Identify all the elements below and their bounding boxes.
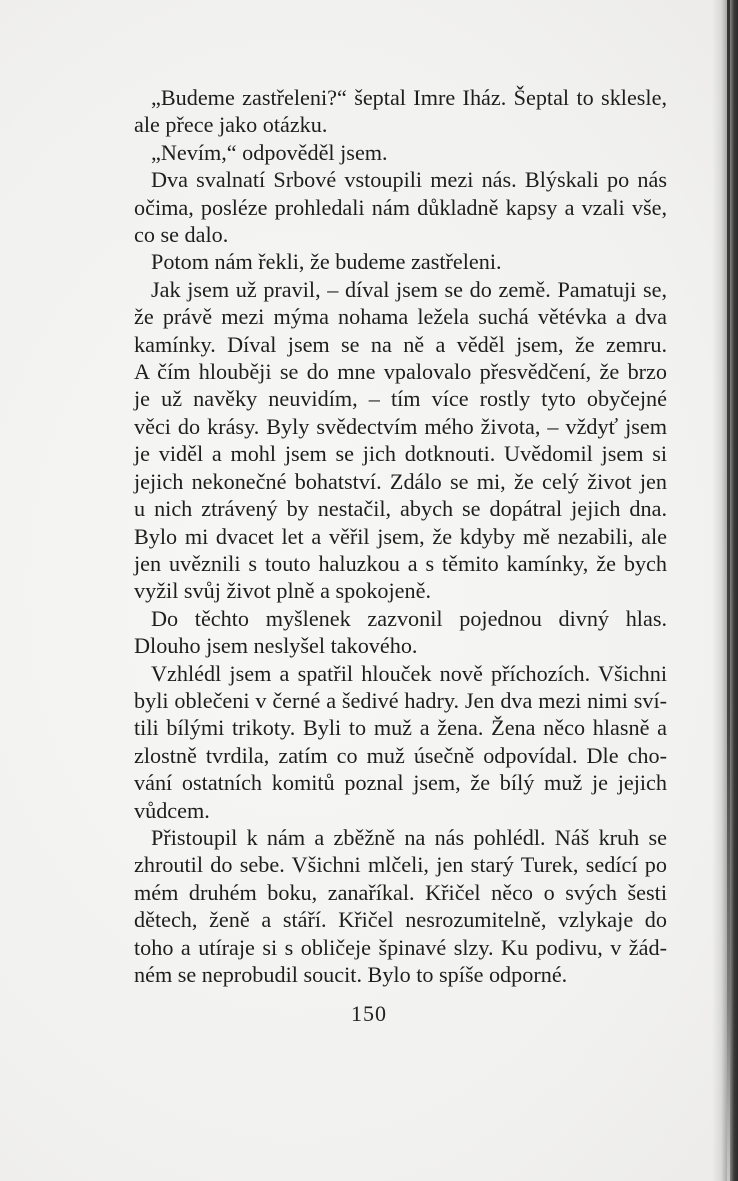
text-line: že právě mezi mýma nohama ležela suchá větévka a dva bbox=[134, 304, 667, 330]
text-line: Dlouho jsem neslyšel takového. bbox=[134, 633, 418, 659]
text-line: dětech, ženě a stáří. Křičel nesrozumitelně, vzlykaje do bbox=[134, 907, 667, 933]
text-line: ném se neprobudil soucit. Bylo to spíše odporné. bbox=[134, 962, 568, 987]
text-line: „Budeme zastřeleni?“ šeptal Imre Iház. Šeptal to sklesle, bbox=[151, 85, 667, 110]
text-line: jen uvěznili s touto haluzkou a s těmito kamínky, že bych bbox=[134, 550, 667, 576]
text-line: vání ostatních komitů poznal jsem, že bílý muž je jejich bbox=[134, 770, 667, 796]
paragraph bbox=[117, 84, 667, 139]
text-line: Jak jsem už pravil, – díval jsem se do země. Pamatuji se, bbox=[151, 276, 667, 302]
page-number: 150 bbox=[351, 1001, 387, 1026]
text-line: Bylo mi dvacet let a věřil jsem, že kdyby mě nezabili, ale bbox=[134, 523, 667, 549]
book-spine-edge bbox=[727, 0, 730, 1181]
text-line: jejich nekonečné bohatství. Zdálo se mi, že celý život jen bbox=[134, 468, 667, 494]
text-line: „Nevím,“ odpověděl jsem. bbox=[151, 139, 388, 165]
text-line: je viděl a mohl jsem se jich dotknouti. Uvědomil jsem si bbox=[134, 441, 667, 467]
text-line: tili bílými trikoty. Byli to muž a žena. Žena něco hlasně a bbox=[134, 715, 667, 741]
paragraph bbox=[117, 660, 667, 824]
text-line: vůdcem. bbox=[134, 797, 210, 823]
text-line: vyžil svůj život plně a spokojeně. bbox=[134, 578, 432, 604]
text-line: očima, posléze prohledali nám důkladně kapsy a vzali vše, bbox=[134, 194, 667, 220]
text-line: mém druhém boku, zanaříkal. Křičel něco o svých šesti bbox=[134, 879, 667, 905]
text-line: toho a utíraje si s obličeje špinavé slzy. Ku podivu, v žád- bbox=[134, 934, 667, 960]
page-body-text bbox=[117, 84, 667, 988]
text-line: co se dalo. bbox=[134, 222, 229, 248]
text-line: A čím hlouběji se do mne vpalovalo přesvědčení, že brzo bbox=[134, 359, 667, 385]
text-line: Vzhlédl jsem a spatřil hlouček nově příchozích. Všichni bbox=[151, 660, 667, 686]
text-line: zhroutil do sebe. Všichni mlčeli, jen starý Turek, sedící po bbox=[134, 852, 667, 878]
text-line: je už navěky neuvidím, – tím více rostly tyto obyčejné bbox=[134, 386, 667, 412]
paragraph bbox=[117, 248, 667, 275]
paragraph bbox=[117, 166, 667, 248]
paragraph bbox=[117, 276, 667, 605]
text-line: Potom nám řekli, že budeme zastřeleni. bbox=[151, 249, 502, 275]
text-line: byli oblečeni v černé a šedivé hadry. Jen dva mezi nimi sví- bbox=[134, 687, 667, 713]
text-line: zlostně tvrdila, zatím co muž úsečně odpovídal. Dle cho- bbox=[134, 742, 667, 768]
text-line: Do těchto myšlenek zazvonil pojednou divný hlas. bbox=[151, 605, 667, 631]
paragraph bbox=[117, 605, 667, 660]
text-line: Přistoupil k nám a zběžně na nás pohlédl. Náš kruh se bbox=[151, 824, 667, 850]
text-line: ale přece jako otázku. bbox=[134, 112, 328, 138]
text-line: Dva svalnatí Srbové vstoupili mezi nás. Blýskali po nás bbox=[151, 167, 667, 193]
text-line: věci do krásy. Byly svědectvím mého života, – vždyť jsem bbox=[134, 413, 667, 439]
text-line: kamínky. Díval jsem se na ně a věděl jsem, že zemru. bbox=[134, 331, 667, 357]
book-binding-shadow bbox=[712, 0, 738, 1181]
text-line: u nich ztrávený by nestačil, abych se dopátral jejich dna. bbox=[134, 496, 667, 522]
paragraph bbox=[117, 139, 667, 166]
paragraph bbox=[117, 824, 667, 988]
